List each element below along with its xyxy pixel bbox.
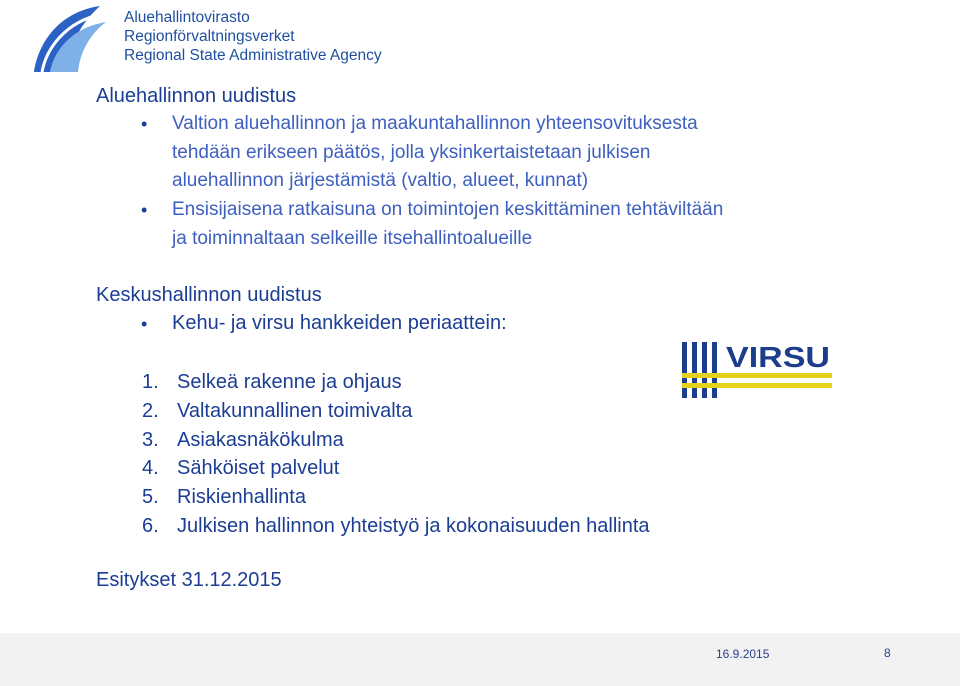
list-item: 1. Selkeä rakenne ja ohjaus xyxy=(142,371,402,393)
agency-name xyxy=(124,8,382,65)
agency-name-en: Regional State Administrative Agency xyxy=(124,47,382,64)
bullet-2-line-2: ja toiminnaltaan selkeille itsehallintoalueille xyxy=(172,227,533,249)
footer-bar xyxy=(0,633,960,686)
bullet-marker: • xyxy=(141,114,148,134)
bullet-text-kehu: Kehu- ja virsu hankkeiden periaattein: xyxy=(172,312,507,334)
bullet-text-1 xyxy=(172,110,698,196)
bullet-text-2 xyxy=(172,196,723,253)
footer-date: 16.9.2015 xyxy=(716,647,770,661)
section-heading-keskushallinto: Keskushallinnon uudistus xyxy=(96,284,322,306)
bullet-2-line-1: Ensisijaisena ratkaisuna on toimintojen keskittäminen tehtäviltään xyxy=(172,199,724,220)
section-heading-esitykset: Esitykset 31.12.2015 xyxy=(96,569,282,591)
virsu-logo xyxy=(682,342,832,400)
page-number: 8 xyxy=(884,646,891,660)
bullet-1-line-2: tehdään erikseen päätös, jolla yksinkertaistetaan julkisen xyxy=(172,141,651,163)
virsu-logo-text: VIRSU xyxy=(726,342,830,374)
list-item: 6. Julkisen hallinnon yhteistyö ja kokonaisuuden hallinta xyxy=(142,514,650,537)
bullet-marker: • xyxy=(141,314,148,334)
list-item: 3. Asiakasnäkökulma xyxy=(142,428,344,451)
agency-name-fi: Aluehallintovirasto xyxy=(124,9,250,26)
section-heading-aluehallinto: Aluehallinnon uudistus xyxy=(96,85,297,107)
bullet-1-line-1: Valtion aluehallinnon ja maakuntahallinnon yhteensovituksesta xyxy=(172,113,698,134)
list-item: 5. Riskienhallinta xyxy=(142,486,306,509)
numbered-list xyxy=(142,368,650,541)
list-item: 4. Sähköiset palvelut xyxy=(142,457,340,480)
agency-name-sv: Regionförvaltningsverket xyxy=(124,28,295,45)
list-item: 2. Valtakunnallinen toimivalta xyxy=(142,399,413,422)
avi-wave-logo-icon xyxy=(30,4,110,76)
bullet-1-line-3: aluehallinnon järjestämistä (valtio, alueet, kunnat) xyxy=(172,170,589,191)
bullet-marker: • xyxy=(141,200,148,220)
